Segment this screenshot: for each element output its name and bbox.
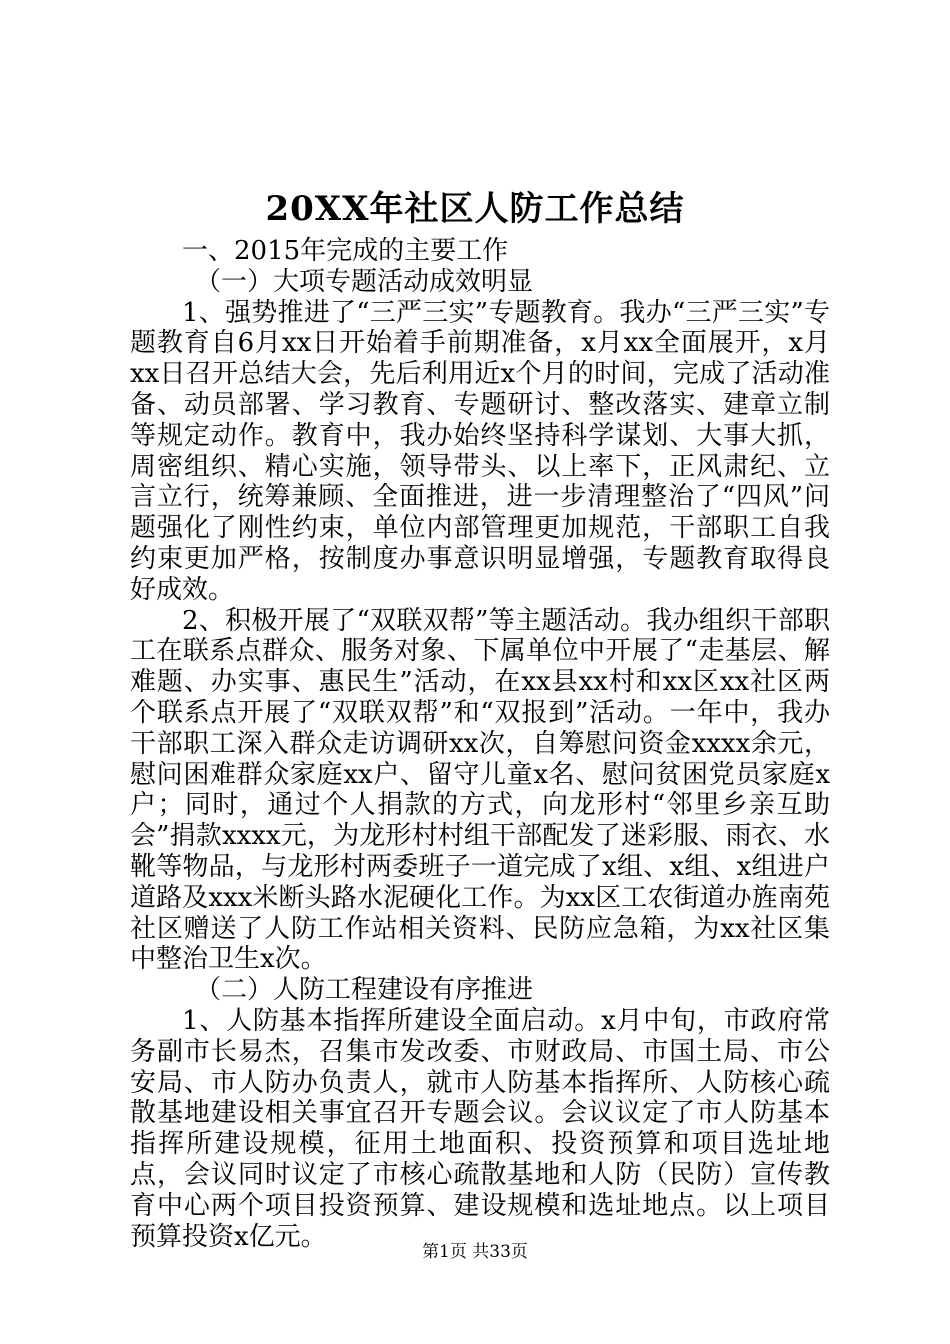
body-paragraph: 1、人防基本指挥所建设全面启动。x月中旬，市政府常务副市长易杰，召集市发改委、市财政局、市国土局、市公安局、市人防办负责人，就市人防基本指挥所、人防核心疏散基地建设相关事宜召开专题会议。会议议定了市人防基本指挥所建设规模，征用土地面积、投资预算和项目选址地点，会议同时议定了市核心疏散基地和人防（民防）宣传教育中心两个项目投资预算、建设规模和选址地点。以上项目预算投资x亿元。 <box>130 1005 830 1252</box>
subsection-heading: （一）大项专题活动成效明显 <box>195 266 534 297</box>
body-paragraph: 2、积极开展了“双联双帮”等主题活动。我办组织干部职工在联系点群众、服务对象、下属单位中开展了“走基层、解难题、办实事、惠民生”活动，在xx县xx村和xx区xx社区两个联系点开展了“双联双帮”和“双报到”活动。一年中，我办干部职工深入群众走访调研xx次，自筹慰问资金xxxx余元，慰问困难群众家庭xx户、留守儿童x名、慰问贫困党员家庭x户；同时，通过个人捐款的方式，向龙形村“邻里乡亲互助会”捐款xxxx元，为龙形村村组干部配发了迷彩服、雨衣、水靴等物品，与龙形村两委班子一道完成了x组、x组、x组进户道路及xxx米断头路水泥硬化工作。为xx区工农街道办旌南苑社区赠送了人防工作站相关资料、民防应急箱，为xx社区集中整治卫生x次。 <box>130 605 830 975</box>
document-title: 20XX年社区人防工作总结 <box>265 189 685 229</box>
page-footer: 第1页 共33页 <box>422 1242 528 1262</box>
section-heading: 一、2015年完成的主要工作 <box>182 236 509 266</box>
subsection-heading: （二）人防工程建设有序推进 <box>195 975 534 1006</box>
body-paragraph: 1、强势推进了“三严三实”专题教育。我办“三严三实”专题教育自6月xx日开始着手前期准备，x月xx全面展开，x月xx日召开总结大会，先后利用近x个月的时间，完成了活动准备、动员部署、学习教育、专题研讨、整改落实、建章立制等规定动作。教育中，我办始终坚持科学谋划、大事大抓，周密组织、精心实施，领导带头、以上率下，正风肃纪、立言立行，统筹兼顾、全面推进，进一步清理整治了“四风”问题强化了刚性约束，单位内部管理更加规范，干部职工自我约束更加严格，按制度办事意识明显增强，专题教育取得良好成效。 <box>130 297 830 605</box>
document-body <box>130 236 830 1252</box>
